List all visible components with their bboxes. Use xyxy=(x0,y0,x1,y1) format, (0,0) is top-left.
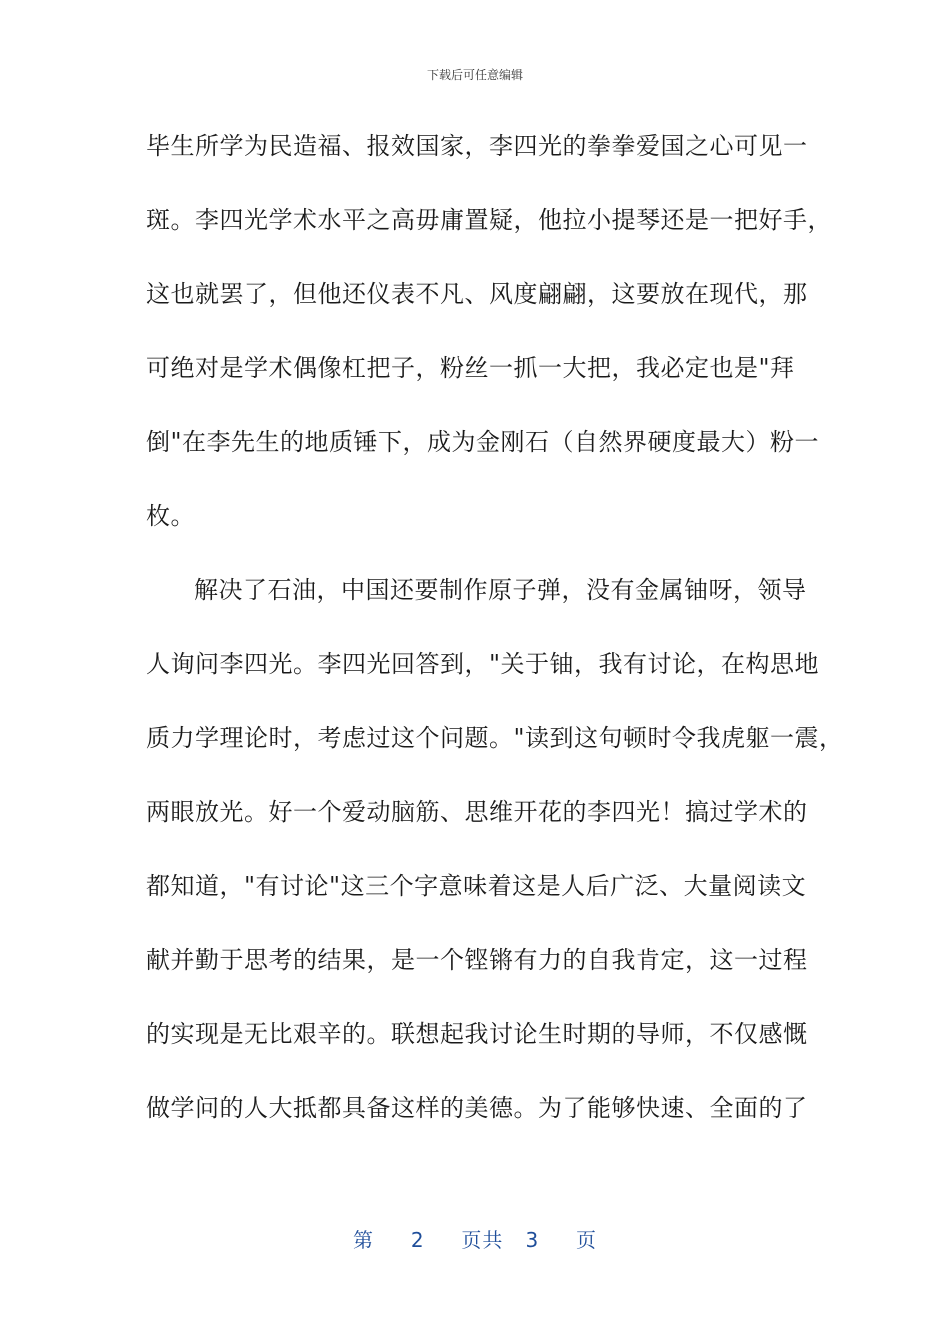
text-line: 都知道，"有讨论"这三个字意味着这是人后广泛、大量阅读文 xyxy=(146,872,807,900)
footer-total-pages: 3 xyxy=(525,1228,540,1252)
text-line: 枚。 xyxy=(146,502,195,530)
body-text xyxy=(146,126,844,1162)
footer-label-end: 页 xyxy=(575,1228,597,1252)
text-line: 可绝对是学术偶像杠把子，粉丝一抓一大把，我必定也是"拜 xyxy=(146,354,795,382)
paragraph-start-line: 解决了石油，中国还要制作原子弹，没有金属铀呀，领导 xyxy=(194,576,807,604)
footer-label-page: 第 xyxy=(353,1228,375,1252)
page-footer xyxy=(0,1224,950,1253)
text-line: 质力学理论时，考虑过这个问题。"读到这句顿时令我虎躯一震， xyxy=(146,724,844,752)
text-line: 两眼放光。好一个爱动脑筋、思维开花的李四光！搞过学术的 xyxy=(146,798,808,826)
text-line: 人询问李四光。李四光回答到，"关于铀，我有讨论，在构思地 xyxy=(146,650,820,678)
header-note: 下载后可任意编辑 xyxy=(426,68,523,82)
text-line: 做学问的人大抵都具备这样的美德。为了能够快速、全面的了 xyxy=(146,1094,808,1122)
text-line: 毕生所学为民造福、报效国家，李四光的拳拳爱国之心可见一 xyxy=(146,132,808,160)
text-line: 斑。李四光学术水平之高毋庸置疑，他拉小提琴还是一把好手， xyxy=(146,206,832,234)
footer-label-of: 页共 xyxy=(461,1228,504,1252)
text-line: 献并勤于思考的结果，是一个铿锵有力的自我肯定，这一过程 xyxy=(146,946,808,974)
text-line: 倒"在李先生的地质锤下，成为金刚石（自然界硬度最大）粉一 xyxy=(146,428,820,456)
text-line: 的实现是无比艰辛的。联想起我讨论生时期的导师，不仅感慨 xyxy=(146,1020,808,1048)
text-line: 这也就罢了，但他还仪表不凡、风度翩翩，这要放在现代，那 xyxy=(146,280,808,308)
footer-current-page: 2 xyxy=(410,1228,425,1252)
